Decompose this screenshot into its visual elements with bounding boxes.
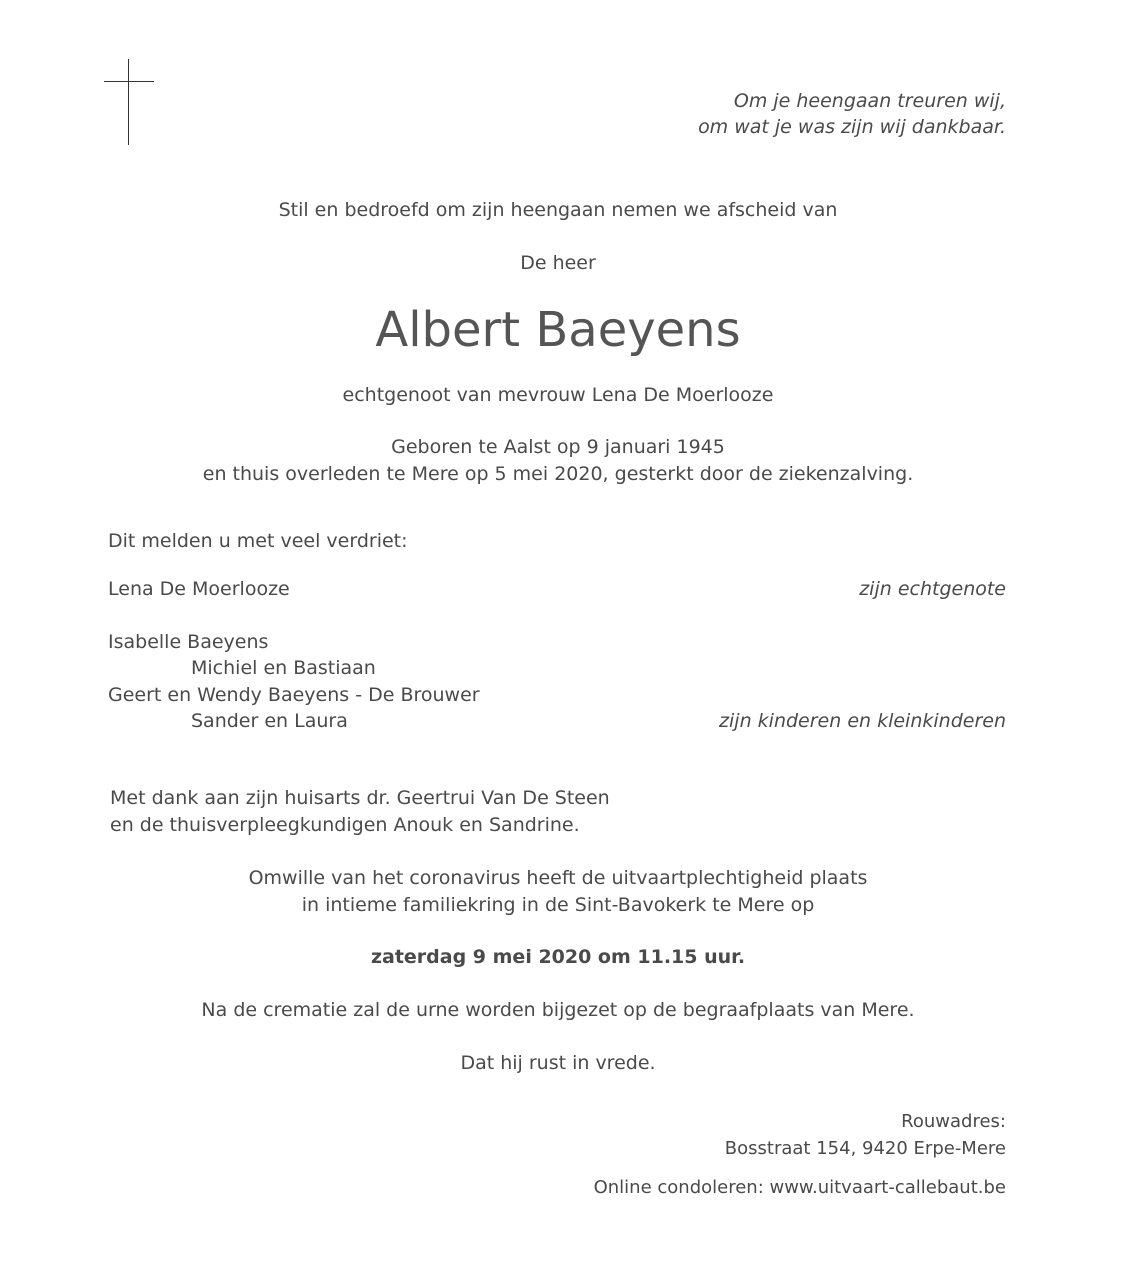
motto-line-1: Om je heengaan treuren wij, [733, 90, 1006, 112]
ceremony-date: zaterdag 9 mei 2020 om 11.15 uur. [370, 946, 746, 968]
thanks-line-2: en de thuisverpleegkundigen Anouk en Sandrine. [110, 814, 580, 836]
birth-line: Geboren te Aalst op 9 januari 1945 [391, 436, 725, 458]
rest-in-peace: Dat hij rust in vrede. [460, 1052, 656, 1074]
death-line: en thuis overleden te Mere op 5 mei 2020, gesterkt door de ziekenzalving. [202, 463, 914, 485]
address-label: Rouwadres: [901, 1111, 1006, 1132]
child-1: Isabelle Baeyens [108, 631, 269, 653]
thanks-line-1: Met dank aan zijn huisarts dr. Geertrui Van De Steen [110, 787, 610, 809]
grandchildren-1: Michiel en Bastiaan [191, 657, 376, 679]
spouse-role: zijn echtgenote [859, 578, 1006, 600]
ceremony-line-1: Omwille van het coronavirus heeft de uitvaartplechtigheid plaats [248, 867, 868, 889]
announcement: Dit melden u met veel verdriet: [108, 530, 408, 552]
grandchildren-2: Sander en Laura [191, 710, 348, 732]
child-2: Geert en Wendy Baeyens - De Brouwer [108, 684, 480, 706]
spouse-name: Lena De Moerlooze [108, 578, 290, 600]
motto-line-2: om wat je was zijn wij dankbaar. [698, 116, 1006, 138]
children-role: zijn kinderen en kleinkinderen [719, 710, 1006, 732]
condolence-link[interactable]: Online condoleren: www.uitvaart-callebaut.be [593, 1177, 1006, 1198]
ceremony-line-2: in intieme familiekring in de Sint-Bavokerk te Mere op [301, 894, 815, 916]
honorific: De heer [520, 252, 596, 274]
cremation-text: Na de crematie zal de urne worden bijgezet op de begraafplaats van Mere. [201, 999, 915, 1021]
spouse-line: echtgenoot van mevrouw Lena De Moerlooze [342, 384, 774, 406]
deceased-name: Albert Baeyens [375, 302, 741, 358]
address-value: Bosstraat 154, 9420 Erpe-Mere [724, 1138, 1006, 1159]
intro-text: Stil en bedroefd om zijn heengaan nemen we afscheid van [278, 199, 838, 221]
